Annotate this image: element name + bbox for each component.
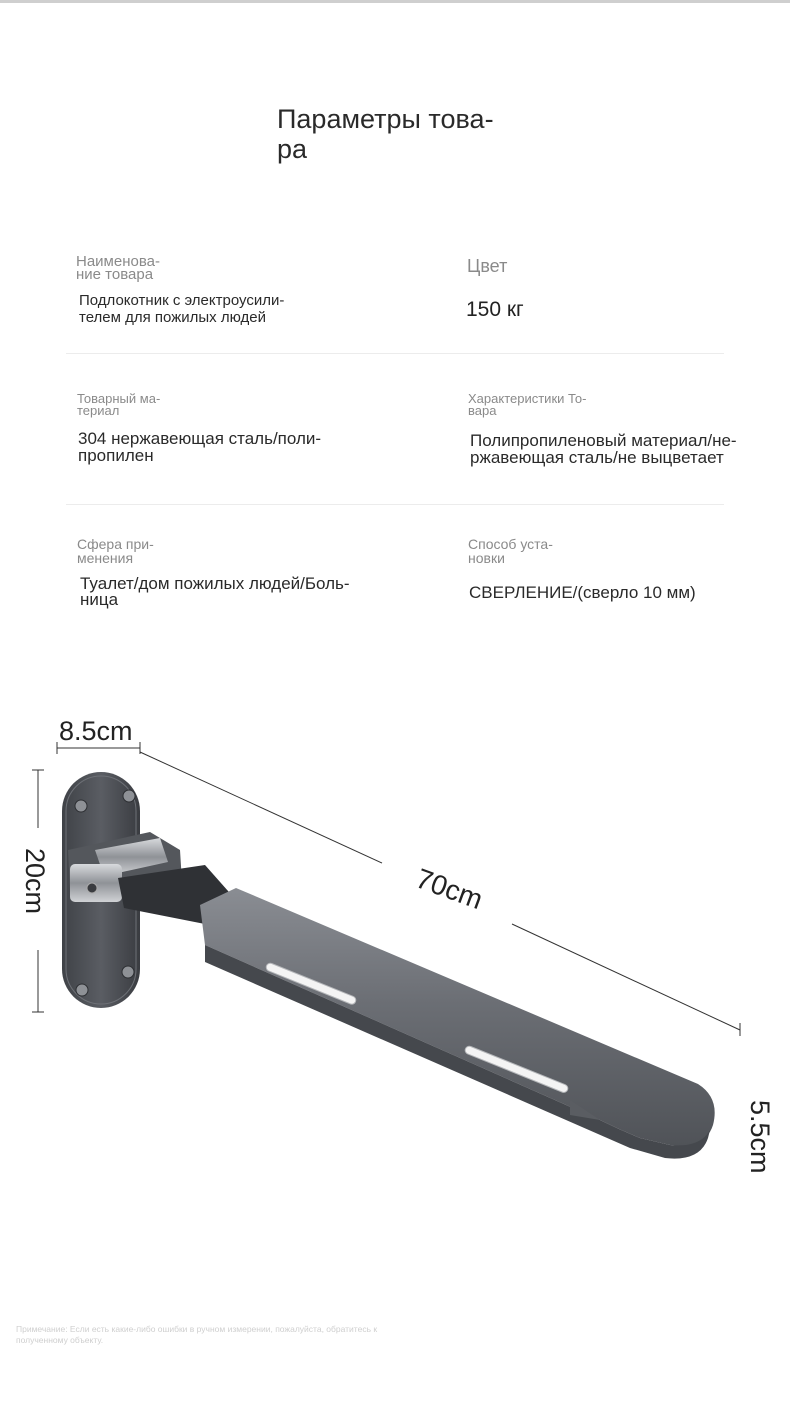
param-label-scope: Сфера при- менения (77, 536, 154, 566)
product-diagram (0, 700, 790, 1260)
param-label-material: Товарный ма- териал (77, 391, 161, 418)
param-label-install: Способ уста- новки (468, 536, 553, 566)
footnote: Примечание: Если есть какие-либо ошибки в ручном измерении, пожалуйста, обратитесь к полученному объекту. (16, 1324, 378, 1345)
dim-label-height: 20cm (20, 848, 50, 915)
param-label-name: Наименова- ние товара (76, 253, 160, 283)
param-label-features: Характеристики То- вара (468, 391, 587, 418)
dim-line-length (140, 752, 382, 863)
dim-label-length: 70cm (411, 862, 487, 916)
divider (66, 504, 724, 505)
divider (66, 353, 724, 354)
grab-bar (200, 888, 715, 1159)
param-value-features: Полипропиленовый материал/не- ржавеющая сталь/не выцветает (470, 431, 737, 467)
top-border (0, 0, 790, 3)
param-value-install: СВЕРЛЕНИЕ/(сверло 10 мм) (469, 583, 696, 602)
page-title: Параметры това- ра (277, 104, 494, 164)
dim-line-length (512, 924, 740, 1030)
dim-label-thickness: 5.5cm (745, 1100, 775, 1174)
param-value-material: 304 нержавеющая сталь/поли- пропилен (78, 429, 322, 465)
param-value-scope: Туалет/дом пожилых людей/Боль- ница (80, 574, 350, 609)
param-value-color: 150 кг (466, 298, 524, 321)
param-value-name: Подлокотник с электроусили- телем для пожилых людей (79, 292, 285, 326)
param-label-color: Цвет (467, 256, 508, 276)
dim-label-width: 8.5cm (59, 716, 133, 746)
